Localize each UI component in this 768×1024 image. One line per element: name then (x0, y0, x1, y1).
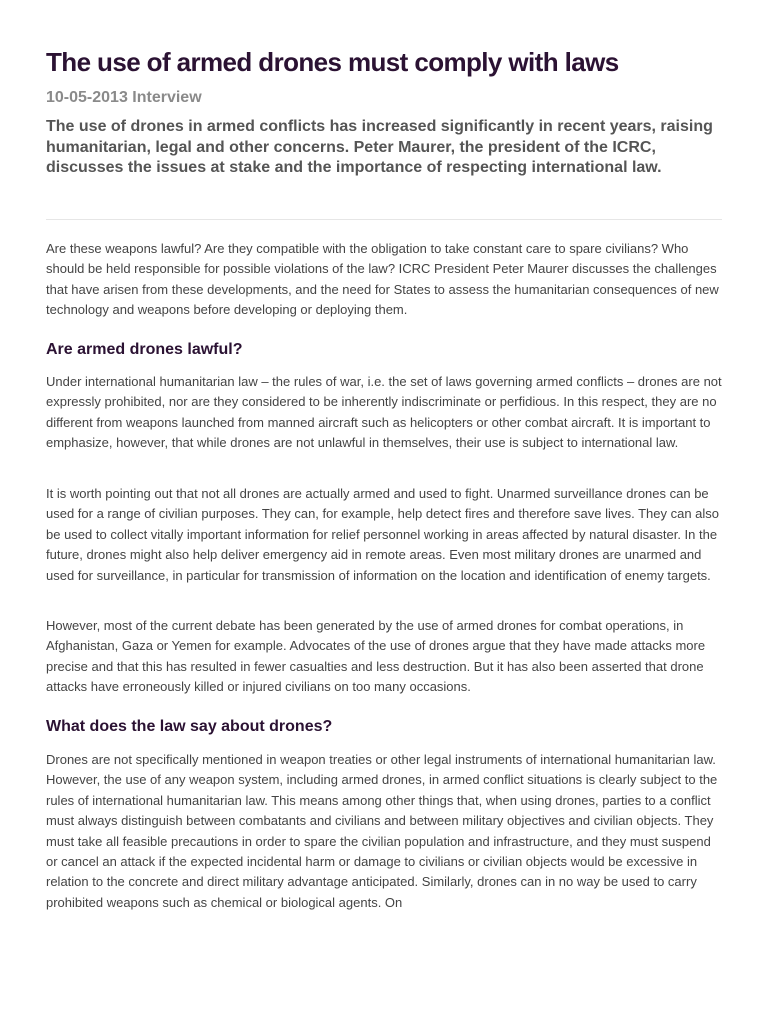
paragraph: Under international humanitarian law – the rules of war, i.e. the set of laws governing armed conflicts – drones are not expressly prohibited, nor are they considered to be inherently indiscriminate or perfidious. In this respect, they are no different from weapons launched from manned aircraft such as helicopters or other combat aircraft. It is important to emphasize, however, that while drones are not unlawful in themselves, their use is subject to international law. (46, 374, 722, 451)
article-title: The use of armed drones must comply with laws (46, 47, 619, 77)
paragraph: Drones are not specifically mentioned in weapon treaties or other legal instruments of international humanitarian law. However, the use of any weapon system, including armed drones, in armed conflict situations is clearly subject to the rules of international humanitarian law. This means among other things that, when using drones, parties to a conflict must always distinguish between combatants and civilians and between military objectives and civilian objects. They must take all feasible precautions in order to spare the civilian population and infrastructure, and they must suspend or cancel an attack if the expected incidental harm or damage to civilians or civilian objects would be excessive in relation to the concrete and direct military advantage anticipated. Similarly, drones can in no way be used to carry prohibited weapons such as chemical or biological agents. On (46, 752, 718, 910)
paragraph: It is worth pointing out that not all drones are actually armed and used to fight. Unarmed surveillance drones can be used for a range of civilian purposes. They can, for example, help detect fires and therefore save lives. They can also be used to collect vitally important information for relief personnel working in areas affected by natural disaster. In the future, drones might also help deliver emergency aid in remote areas. Even most military drones are unarmed and used for surveillance, in particular for transmission of information on the location and identification of enemy targets. (46, 486, 720, 583)
paragraph: However, most of the current debate has been generated by the use of armed drones for combat operations, in Afghanistan, Gaza or Yemen for example. Advocates of the use of drones argue that they have made attacks more precise and that this has resulted in fewer casualties and less destruction. But it has also been asserted that drone attacks have erroneously killed or injured civilians on too many occasions. (46, 618, 706, 695)
section-heading-law: What does the law say about drones? (46, 718, 333, 735)
intro-paragraph: Are these weapons lawful? Are they compatible with the obligation to take constant care to spare civilians? Who should be held responsible for possible violations of the law? ICRC President Peter Maurer discusses the challenges that have arisen from these developments, and the need for States to assess the humanitarian consequences of new technology and weapons before developing or deploying them. (46, 241, 719, 318)
divider (46, 219, 722, 220)
section-heading-lawful: Are armed drones lawful? (46, 341, 243, 358)
article-lead: The use of drones in armed conflicts has increased significantly in recent years, raising humanitarian, legal and other concerns. Peter Maurer, the president of the ICRC, discusses the issues at stake and the importance of respecting international law. (46, 118, 713, 176)
article-date-type: 10-05-2013 Interview (46, 89, 202, 106)
